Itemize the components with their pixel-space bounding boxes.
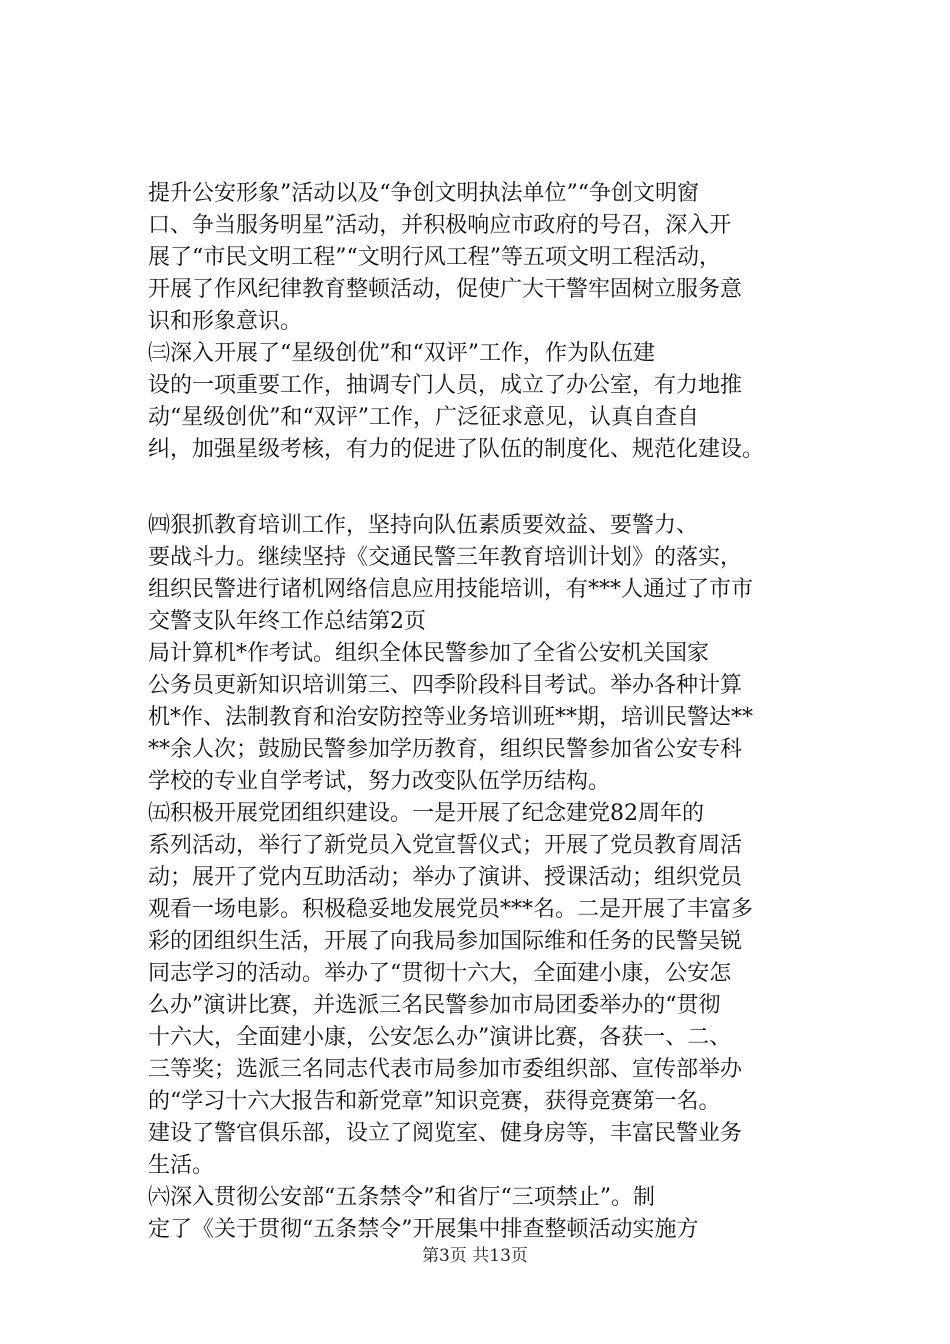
text-line: 观看一场电影。积极稳妥地发展党员***名。二是开展了丰富多: [148, 897, 754, 922]
text-line: 提升公安形象”活动以及“争创文明执法单位”“争创文明窗: [148, 181, 699, 206]
text-line: 彩的团组织生活，开展了向我局参加国际维和任务的民警吴锐: [148, 929, 743, 954]
text-line: 展了“市民文明工程”“文明行风工程”等五项文明工程活动，: [148, 245, 721, 270]
text-line: 口、争当服务明星”活动，并积极响应市政府的号召，深入开: [148, 213, 732, 238]
text-line: 生活。: [148, 1153, 215, 1178]
text-line: 同志学习的活动。举办了“贯彻十六大，全面建小康，公安怎: [148, 961, 732, 986]
text-line: 公务员更新知识培训第三、四季阶段科目考试。举办各种计算: [148, 673, 743, 698]
text-line: ㈥深入贯彻公安部“五条禁令”和省厅“三项禁止”。制: [148, 1185, 655, 1210]
page-number-footer: 第3页 共13页: [422, 1246, 528, 1266]
text-line: 要战斗力。继续坚持《交通民警三年教育培训计划》的落实，: [148, 545, 743, 570]
text-line: 设的一项重要工作，抽调专门人员，成立了办公室，有力地推: [148, 373, 743, 398]
text-line: 么办”演讲比赛，并选派三名民警参加市局团委举办的“贯彻: [148, 993, 721, 1018]
text-line: ㈤积极开展党团组织建设。一是开展了纪念建党82周年的: [148, 801, 704, 826]
text-line: 动“星级创优”和“双评”工作，广泛征求意见，认真自查自: [148, 405, 699, 430]
text-line: ㈢深入开展了“星级创优”和“双评”工作，作为队伍建: [148, 341, 655, 366]
text-line: 系列活动，举行了新党员入党宣誓仪式；开展了党员教育周活: [148, 833, 743, 858]
text-line: 定了《关于贯彻“五条禁令”开展集中排查整顿活动实施方: [148, 1217, 699, 1242]
text-line: ㈣狠抓教育培训工作，坚持向队伍素质要效益、要警力、: [148, 513, 699, 538]
text-line: 的“学习十六大报告和新党章”知识竞赛，获得竞赛第一名。: [148, 1089, 721, 1114]
text-line: 交警支队年终工作总结第2页: [148, 609, 426, 634]
text-line: 机*作、法制教育和治安防控等业务培训班**期，培训民警达**: [148, 705, 754, 730]
text-line: **余人次；鼓励民警参加学历教育，组织民警参加省公安专科: [148, 737, 743, 762]
text-line: 开展了作风纪律教育整顿活动，促使广大干警牢固树立服务意: [148, 277, 743, 302]
paragraph-gap: [148, 466, 848, 510]
text-line: 局计算机*作考试。组织全体民警参加了全省公安机关国家: [148, 641, 710, 666]
document-body: [148, 178, 848, 1246]
text-line: 纠，加强星级考核，有力的促进了队伍的制度化、规范化建设。: [148, 437, 765, 462]
text-line: 组织民警进行诸机网络信息应用技能培训，有***人通过了市市: [148, 577, 754, 602]
text-line: 十六大，全面建小康，公安怎么办”演讲比赛，各获一、二、: [148, 1025, 732, 1050]
text-line: 动；展开了党内互助活动；举办了演讲、授课活动；组织党员: [148, 865, 743, 890]
text-line: 三等奖；选派三名同志代表市局参加市委组织部、宣传部举办: [148, 1057, 743, 1082]
text-line: 建设了警官俱乐部，设立了阅览室、健身房等，丰富民警业务: [148, 1121, 743, 1146]
text-line: 识和形象意识。: [148, 309, 303, 334]
text-line: 学校的专业自学考试，努力改变队伍学历结构。: [148, 769, 611, 794]
